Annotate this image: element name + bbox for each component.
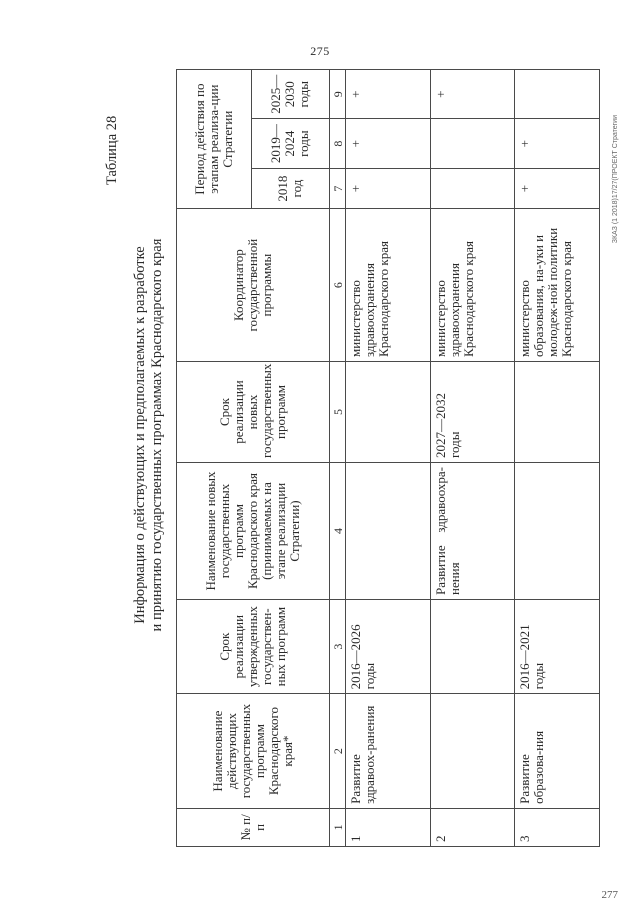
header-period-group: Период действия по этапам реализа-ции Стратегии [177,70,252,209]
mark-2018: + [515,168,600,208]
new-period: 2027—2032 годы [430,361,515,462]
programs-table [176,69,600,847]
mark-2018 [430,168,515,208]
header-coordinator: Координатор государственной программы [177,209,330,362]
mark-2019: + [346,119,431,168]
column-number: 7 [330,168,346,208]
new-period [515,361,600,462]
header-num: № п/п [177,808,330,846]
mark-2019 [430,119,515,168]
header-existing-period: Срок реализации утвержденных государствен-ных программ [177,600,330,694]
header-stage-2025: 2025—2030 годы [251,70,330,119]
header-stage-2019: 2019—2024 годы [251,119,330,168]
new-program [346,463,431,600]
mark-2025: + [430,70,515,119]
mark-2018: + [346,168,431,208]
existing-program: Развитие образова-ния [515,694,600,809]
table-label: Таблица 28 [104,115,120,185]
table-row [515,70,600,847]
mark-2019: + [515,119,600,168]
column-number: 5 [330,361,346,462]
title-line-1: Информация о действующих и предполагаемых к разработке [132,246,148,624]
row-num: 1 [346,808,431,846]
header-new-period: Срок реализации новых государственных программ [177,361,330,462]
page-number: 275 [310,44,330,58]
column-number: 8 [330,119,346,168]
new-program: Развитие здравоохра-нения [430,463,515,600]
new-period [346,361,431,462]
mark-2025: + [346,70,431,119]
title-line-2: и принятию государственных программах Краснодарского края [149,238,165,632]
existing-period [430,600,515,694]
column-number: 3 [330,600,346,694]
header-row [177,70,252,847]
coordinator: министерство образования, на-уки и молодеж-ной политики Краснодарского края [515,209,600,362]
header-existing-programs: Наименование действующих государственных программ Краснодарского края* [177,694,330,809]
mark-2025 [515,70,600,119]
side-footer-note: ЗКАЗ (1 2018)17/27(ПРОЕКТ Стратегии [612,115,619,244]
row-num: 2 [430,808,515,846]
existing-program: Развитие здравоох-ранения [346,694,431,809]
header-stage-2018: 2018 год [251,168,330,208]
existing-program [430,694,515,809]
existing-period: 2016—2021 годы [515,600,600,694]
column-number: 4 [330,463,346,600]
table-row [346,70,431,847]
column-number: 6 [330,209,346,362]
table-row [430,70,515,847]
column-number: 1 [330,808,346,846]
column-number: 9 [330,70,346,119]
column-number: 2 [330,694,346,809]
existing-period: 2016—2026 годы [346,600,431,694]
header-new-programs: Наименование новых государственных программ Краснодарского края (принимаемых на этапе реализации Стратегии) [177,463,330,600]
document-title [132,125,166,745]
new-program [515,463,600,600]
row-num: 3 [515,808,600,846]
column-numbers-row [330,70,346,847]
corner-page-number: 277 [601,889,618,901]
coordinator: министерство здравоохранения Краснодарского края [430,209,515,362]
coordinator: министерство здравоохранения Краснодарского края [346,209,431,362]
